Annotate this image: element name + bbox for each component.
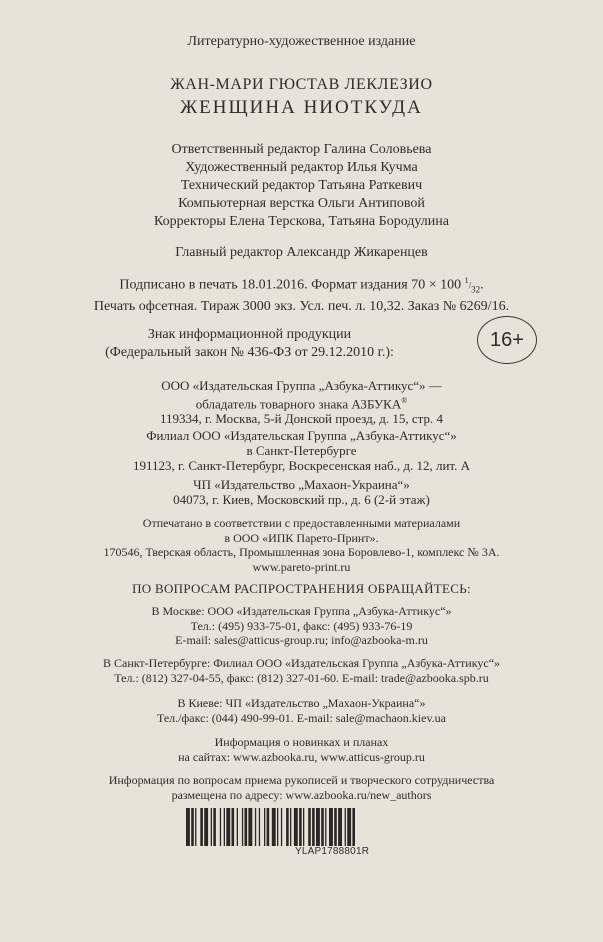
- barcode-bar: [338, 808, 342, 846]
- barcode-bar: [213, 808, 216, 846]
- barcode-bar: [242, 808, 243, 846]
- chief-editor: Главный редактор Александр Жикаренцев: [175, 245, 428, 260]
- barcode-bar: [347, 808, 351, 846]
- spb-branch-block: Филиал ООО «Издательская Группа „Азбука-Аттикус“» в Санкт-Петербурге 191123, г. Санкт-Петербург, Воскресенская наб., д. 12, лит. А: [133, 428, 470, 473]
- printer-block: Отпечатано в соответствии с предоставленными материалами в ООО «ИПК Парето-Принт». 170546, Тверская область, Промышленная зона Боровлево-1, комплекс № 3А. www.pareto-print.ru: [103, 516, 500, 574]
- print-info: Подписано в печать 18.01.2016. Формат издания 70 × 100 $^1/_{32}$. Печать офсетная. Тираж 3000 экз. Усл. печ. л. 10,32. Заказ № 6269/16.: [93, 276, 510, 315]
- barcode-code: YLAP1788801R: [295, 846, 370, 857]
- barcode-bar: [267, 808, 270, 846]
- barcode-bar: [321, 808, 324, 846]
- barcode-bar: [204, 808, 208, 846]
- barcode-image: [186, 808, 476, 846]
- barcode-bar: [245, 808, 248, 846]
- barcode-bar: [237, 808, 238, 846]
- barcode-bar: [264, 808, 265, 846]
- barcode-bar: [286, 808, 289, 846]
- barcode-bar: [329, 808, 333, 846]
- author-name: ЖАН-МАРИ ГЮСТАВ ЛЕКЛЕЗИО: [170, 76, 433, 93]
- news-info: Информация о новинках и планах на сайтах: www.azbooka.ru, www.atticus-group.ru: [178, 735, 425, 764]
- barcode-bar: [255, 808, 256, 846]
- barcode-bar: [290, 808, 291, 846]
- barcode-bar: [232, 808, 235, 846]
- barcode-bar: [308, 808, 311, 846]
- barcode-bar: [220, 808, 221, 846]
- barcode-bar: [345, 808, 346, 846]
- barcode-bar: [352, 808, 355, 846]
- barcode-bar: [226, 808, 230, 846]
- credit-line: Ответственный редактор Галина Соловьева: [171, 142, 432, 157]
- distribution-heading: ПО ВОПРОСАМ РАСПРОСТРАНЕНИЯ ОБРАЩАЙТЕСЬ:: [132, 581, 471, 596]
- barcode-bar: [186, 808, 190, 846]
- book-title: ЖЕНЩИНА НИОТКУДА: [180, 97, 423, 118]
- barcode-bar: [294, 808, 298, 846]
- barcode-bar: [299, 808, 302, 846]
- edition-type: Литературно-художественное издание: [187, 34, 416, 49]
- barcode-bar: [281, 808, 282, 846]
- barcode-bar: [272, 808, 276, 846]
- credits-block: [0, 141, 603, 231]
- distribution-kiev: В Киеве: ЧП «Издательство „Махаон-Украина“» Тел./факс: (044) 490-99-01. E-mail: sale@machaon.kiev.ua: [156, 696, 446, 725]
- age-rating-badge: 16+: [477, 316, 537, 364]
- barcode-bar: [334, 808, 337, 846]
- manuscripts-info: Информация по вопросам приема рукописей и творческого сотрудничества размещена по адресу: www.azbooka.ru/new_authors: [108, 773, 495, 802]
- distribution-spb: В Санкт-Петербурге: Филиал ООО «Издательская Группа „Азбука-Аттикус“» Тел.: (812) 327-04-55, факс: (812) 327-01-60. E-mail: trade@azbooka.spb.ru: [102, 656, 501, 685]
- barcode-bar: [277, 808, 278, 846]
- distribution-moscow: В Москве: ООО «Издательская Группа „Азбука-Аттикус“» Тел.: (495) 933-75-01, факс: (495) 933-76-19 E-mail: sales@atticus-group.ru; info@azbooka-m.ru: [151, 604, 452, 647]
- barcode-bar: [191, 808, 194, 846]
- barcode-bar: [200, 808, 203, 846]
- barcode-bar: [316, 808, 320, 846]
- credit-line: Корректоры Елена Терскова, Татьяна Бородулина: [154, 214, 449, 229]
- barcode-bar: [325, 808, 326, 846]
- credit-line: Технический редактор Татьяна Раткевич: [180, 178, 423, 193]
- kiev-publisher-block: ЧП «Издательство „Махаон-Украина“» 04073, г. Киев, Московский пр., д. 6 (2-й этаж): [173, 477, 430, 507]
- barcode-bar: [211, 808, 212, 846]
- credit-line: Компьютерная верстка Ольги Антиповой: [178, 196, 425, 211]
- barcode-bar: [248, 808, 252, 846]
- barcode-bar: [303, 808, 304, 846]
- barcode-bar: [312, 808, 315, 846]
- publisher-block: ООО «Издательская Группа „Азбука-Аттикус“» — обладатель товарного знака АЗБУКА® 119334, г. Москва, 5-й Донской проезд, д. 15, стр. 4: [159, 378, 444, 427]
- barcode-bar: [195, 808, 196, 846]
- barcode-bar: [224, 808, 225, 846]
- info-sign-text: Знак информационной продукции (Федеральный закон № 436-ФЗ от 29.12.2010 г.):: [105, 327, 394, 360]
- credit-line: Художественный редактор Илья Кучма: [185, 160, 418, 175]
- barcode-bar: [259, 808, 260, 846]
